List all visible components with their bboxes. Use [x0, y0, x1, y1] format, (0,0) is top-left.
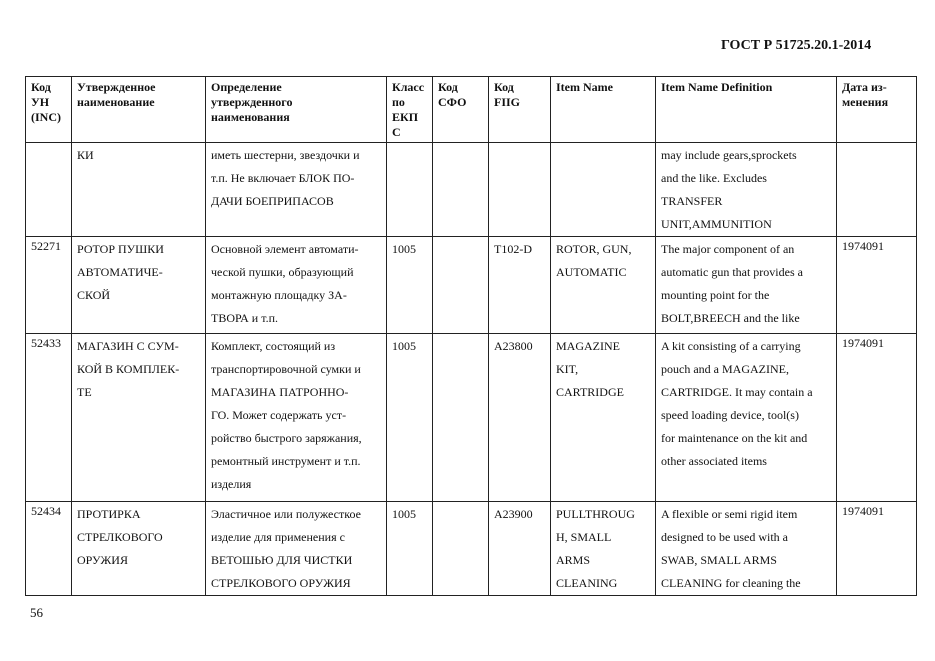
text-line: UNIT,AMMUNITION: [661, 217, 772, 231]
cell-fiig: [489, 143, 551, 237]
cell-class: 1005: [387, 502, 433, 596]
cell-approved-name: [72, 502, 206, 596]
cell-class: 1005: [387, 334, 433, 502]
cell-definition: [206, 143, 387, 237]
text-line: Утвержденное: [77, 80, 156, 94]
cell-approved-name: [72, 143, 206, 237]
text-line: AUTOMATIC: [556, 265, 627, 279]
cell-change-date: 1974091: [837, 334, 917, 502]
text-line: CARTRIDGE: [556, 385, 624, 399]
text-line: SWAB, SMALL ARMS: [661, 553, 777, 567]
cell-approved-name: [72, 237, 206, 334]
text-line: СТРЕЛКОВОГО: [77, 530, 163, 544]
cell-sfo: [433, 143, 489, 237]
text-line: СФО: [438, 95, 467, 109]
cell-fiig: A23900: [489, 502, 551, 596]
text-line: ТЕ: [77, 385, 92, 399]
text-line: ГО. Может содержать уст-: [211, 408, 347, 422]
text-line: Код: [438, 80, 458, 94]
text-line: may include gears,sprockets: [661, 148, 797, 162]
cell-definition: [206, 502, 387, 596]
text-line: монтажную площадку ЗА-: [211, 288, 347, 302]
text-line: по: [392, 95, 405, 109]
text-line: т.п. Не включает БЛОК ПО-: [211, 171, 355, 185]
cell-change-date: 1974091: [837, 237, 917, 334]
text-line: TRANSFER: [661, 194, 723, 208]
text-line: Основной элемент автомати-: [211, 242, 359, 256]
cell-inc: 52434: [26, 502, 72, 596]
text-line: СКОЙ: [77, 288, 111, 302]
cell-sfo: [433, 502, 489, 596]
table-row: [26, 143, 917, 237]
document-standard-number: ГОСТ Р 51725.20.1-2014: [721, 38, 872, 53]
cell-item-name: [551, 237, 656, 334]
cell-item-name: [551, 334, 656, 502]
text-line: PULLTHROUG: [556, 507, 635, 521]
cell-change-date: 1974091: [837, 502, 917, 596]
text-line: The major component of an: [661, 242, 795, 256]
text-line: ройство быстрого заряжания,: [211, 431, 362, 445]
cell-approved-name: [72, 334, 206, 502]
cell-class: [387, 143, 433, 237]
text-line: ТВОРА и т.п.: [211, 311, 278, 325]
text-line: speed loading device, tool(s): [661, 408, 799, 422]
cell-item-name-definition: [656, 502, 837, 596]
text-line: H, SMALL: [556, 530, 612, 544]
text-line: FIIG: [494, 95, 521, 109]
text-line: and the like. Excludes: [661, 171, 767, 185]
header-class: [387, 77, 433, 143]
text-line: for maintenance on the kit and: [661, 431, 808, 445]
text-line: pouch and a MAGAZINE,: [661, 362, 789, 376]
header-definition: [206, 77, 387, 143]
text-line: Item Name Definition: [661, 80, 773, 94]
text-line: МАГАЗИН С СУМ-: [77, 339, 179, 353]
text-line: Класс: [392, 80, 425, 94]
cell-sfo: [433, 237, 489, 334]
text-line: Item Name: [556, 80, 613, 94]
text-line: РОТОР ПУШКИ: [77, 242, 164, 256]
cell-item-name-definition: [656, 143, 837, 237]
table-header: [26, 77, 917, 143]
header-inc: [26, 77, 72, 143]
text-line: транспортировочной сумки и: [211, 362, 361, 376]
text-line: изделие для применения с: [211, 530, 345, 544]
table-row: [26, 502, 917, 596]
text-line: KIT,: [556, 362, 579, 376]
text-line: A kit consisting of a carrying: [661, 339, 801, 353]
text-line: MAGAZINE: [556, 339, 620, 353]
table-row: [26, 334, 917, 502]
header-change-date: [837, 77, 917, 143]
text-line: Эластичное или полужесткое: [211, 507, 361, 521]
text-line: ROTOR, GUN,: [556, 242, 632, 256]
cell-definition: [206, 237, 387, 334]
cell-item-name: [551, 143, 656, 237]
text-line: наименование: [77, 95, 155, 109]
text-line: СТРЕЛКОВОГО ОРУЖИЯ: [211, 576, 351, 590]
text-line: Определение: [211, 80, 282, 94]
text-line: other associated items: [661, 454, 767, 468]
header-item-name-definition: [656, 77, 837, 143]
cell-class: 1005: [387, 237, 433, 334]
cell-sfo: [433, 334, 489, 502]
page-number: 56: [30, 605, 43, 620]
text-line: Код: [31, 80, 51, 94]
cell-change-date: [837, 143, 917, 237]
text-line: CLEANING for cleaning the: [661, 576, 801, 590]
text-line: automatic gun that provides a: [661, 265, 803, 279]
header-sfo-code: [433, 77, 489, 143]
text-line: CLEANING: [556, 576, 618, 590]
table-body: [26, 143, 917, 596]
text-line: Комплект, состоящий из: [211, 339, 336, 353]
text-line: mounting point for the: [661, 288, 770, 302]
text-line: УН: [31, 95, 50, 109]
text-line: ARMS: [556, 553, 591, 567]
text-line: менения: [842, 95, 889, 109]
header-approved-name: [72, 77, 206, 143]
text-line: ческой пушки, образующий: [211, 265, 354, 279]
cell-definition: [206, 334, 387, 502]
text-line: МАГАЗИНА ПАТРОННО-: [211, 385, 349, 399]
text-line: иметь шестерни, звездочки и: [211, 148, 360, 162]
text-line: Дата из-: [842, 80, 887, 94]
text-line: ДАЧИ БОЕПРИПАСОВ: [211, 194, 334, 208]
text-line: АВТОМАТИЧЕ-: [77, 265, 163, 279]
text-line: A flexible or semi rigid item: [661, 507, 798, 521]
text-line: КОЙ В КОМПЛЕК-: [77, 362, 180, 376]
header-fiig-code: [489, 77, 551, 143]
text-line: ПРОТИРКА: [77, 507, 141, 521]
cell-inc: 52433: [26, 334, 72, 502]
cell-fiig: T102-D: [489, 237, 551, 334]
text-line: (INC): [31, 110, 61, 124]
text-line: С: [392, 125, 401, 139]
text-line: ремонтный инструмент и т.п.: [211, 454, 361, 468]
cell-item-name-definition: [656, 237, 837, 334]
text-line: КИ: [77, 148, 94, 162]
text-line: наименования: [211, 110, 290, 124]
table-row: [26, 237, 917, 334]
text-line: CARTRIDGE. It may contain a: [661, 385, 813, 399]
text-line: designed to be used with a: [661, 530, 788, 544]
text-line: утвержденного: [211, 95, 293, 109]
header-item-name: [551, 77, 656, 143]
cell-inc: 52271: [26, 237, 72, 334]
cell-item-name: [551, 502, 656, 596]
text-line: Код: [494, 80, 514, 94]
text-line: ЕКП: [392, 110, 419, 124]
text-line: ОРУЖИЯ: [77, 553, 128, 567]
cell-fiig: A23800: [489, 334, 551, 502]
text-line: ВЕТОШЬЮ ДЛЯ ЧИСТКИ: [211, 553, 353, 567]
cell-item-name-definition: [656, 334, 837, 502]
catalog-table: [25, 76, 917, 596]
text-line: изделия: [211, 477, 252, 491]
text-line: BOLT,BREECH and the like: [661, 311, 800, 325]
cell-inc: [26, 143, 72, 237]
